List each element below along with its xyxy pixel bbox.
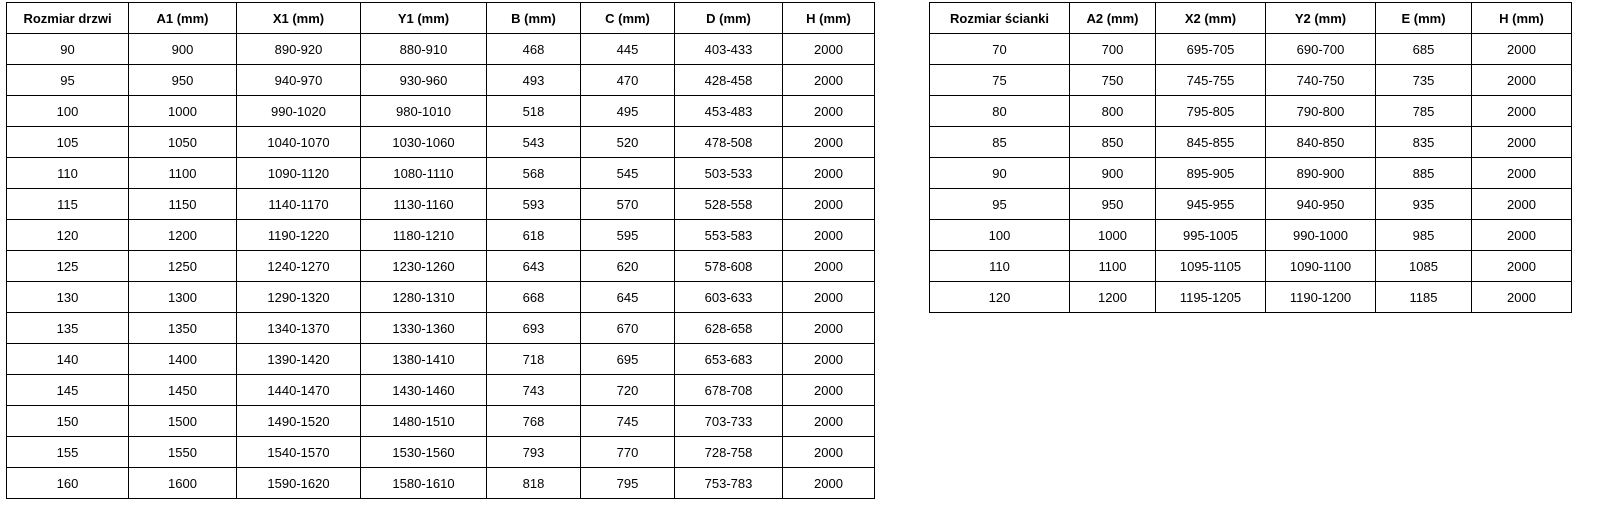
cell: 2000: [783, 189, 875, 220]
cell: 2000: [1472, 65, 1572, 96]
table-header-row: [7, 3, 875, 34]
cell: 718: [487, 344, 581, 375]
column-header-wall-size: Rozmiar ścianki: [930, 3, 1070, 34]
cell: 745-755: [1156, 65, 1266, 96]
cell: 653-683: [675, 344, 783, 375]
cell: 75: [930, 65, 1070, 96]
cell: 478-508: [675, 127, 783, 158]
cell: 845-855: [1156, 127, 1266, 158]
cell: 2000: [783, 313, 875, 344]
door-table-header: [7, 3, 875, 34]
cell: 618: [487, 220, 581, 251]
column-header-c: C (mm): [581, 3, 675, 34]
cell: 110: [7, 158, 129, 189]
wall-table-header: [930, 3, 1572, 34]
cell: 493: [487, 65, 581, 96]
cell: 145: [7, 375, 129, 406]
cell: 155: [7, 437, 129, 468]
cell: 428-458: [675, 65, 783, 96]
cell: 90: [7, 34, 129, 65]
cell: 120: [7, 220, 129, 251]
wall-table-body: [930, 34, 1572, 313]
table-row: [7, 282, 875, 313]
cell: 595: [581, 220, 675, 251]
cell: 818: [487, 468, 581, 499]
cell: 100: [930, 220, 1070, 251]
cell: 695-705: [1156, 34, 1266, 65]
cell: 700: [1070, 34, 1156, 65]
table-row: [7, 251, 875, 282]
cell: 880-910: [361, 34, 487, 65]
cell: 2000: [783, 127, 875, 158]
cell: 2000: [783, 468, 875, 499]
cell: 403-433: [675, 34, 783, 65]
table-row: [930, 96, 1572, 127]
door-dimensions-table: [6, 2, 875, 499]
cell: 503-533: [675, 158, 783, 189]
cell: 453-483: [675, 96, 783, 127]
cell: 553-583: [675, 220, 783, 251]
cell: 950: [1070, 189, 1156, 220]
cell: 740-750: [1266, 65, 1376, 96]
cell: 930-960: [361, 65, 487, 96]
cell: 678-708: [675, 375, 783, 406]
cell: 2000: [783, 158, 875, 189]
cell: 1195-1205: [1156, 282, 1266, 313]
cell: 140: [7, 344, 129, 375]
table-row: [7, 406, 875, 437]
cell: 770: [581, 437, 675, 468]
cell: 85: [930, 127, 1070, 158]
cell: 520: [581, 127, 675, 158]
table-row: [7, 375, 875, 406]
table-row: [930, 251, 1572, 282]
cell: 1150: [129, 189, 237, 220]
cell: 545: [581, 158, 675, 189]
cell: 643: [487, 251, 581, 282]
column-header-a2: A2 (mm): [1070, 3, 1156, 34]
cell: 1580-1610: [361, 468, 487, 499]
cell: 70: [930, 34, 1070, 65]
cell: 100: [7, 96, 129, 127]
cell: 1490-1520: [237, 406, 361, 437]
cell: 1450: [129, 375, 237, 406]
cell: 1600: [129, 468, 237, 499]
table-row: [7, 34, 875, 65]
cell: 1380-1410: [361, 344, 487, 375]
cell: 125: [7, 251, 129, 282]
cell: 1085: [1376, 251, 1472, 282]
column-header-y2: Y2 (mm): [1266, 3, 1376, 34]
cell: 160: [7, 468, 129, 499]
cell: 1140-1170: [237, 189, 361, 220]
cell: 1030-1060: [361, 127, 487, 158]
cell: 1190-1220: [237, 220, 361, 251]
cell: 1000: [1070, 220, 1156, 251]
cell: 2000: [783, 96, 875, 127]
cell: 1200: [129, 220, 237, 251]
cell: 2000: [1472, 96, 1572, 127]
cell: 800: [1070, 96, 1156, 127]
table-row: [930, 34, 1572, 65]
cell: 568: [487, 158, 581, 189]
cell: 543: [487, 127, 581, 158]
cell: 90: [930, 158, 1070, 189]
cell: 850: [1070, 127, 1156, 158]
column-header-d: D (mm): [675, 3, 783, 34]
table-row: [7, 96, 875, 127]
cell: 1430-1460: [361, 375, 487, 406]
cell: 950: [129, 65, 237, 96]
cell: 795: [581, 468, 675, 499]
cell: 1200: [1070, 282, 1156, 313]
cell: 980-1010: [361, 96, 487, 127]
cell: 895-905: [1156, 158, 1266, 189]
cell: 120: [930, 282, 1070, 313]
cell: 1340-1370: [237, 313, 361, 344]
cell: 990-1000: [1266, 220, 1376, 251]
cell: 685: [1376, 34, 1472, 65]
cell: 1190-1200: [1266, 282, 1376, 313]
cell: 690-700: [1266, 34, 1376, 65]
cell: 2000: [783, 344, 875, 375]
cell: 1095-1105: [1156, 251, 1266, 282]
table-row: [7, 468, 875, 499]
cell: 110: [930, 251, 1070, 282]
cell: 603-633: [675, 282, 783, 313]
cell: 2000: [783, 375, 875, 406]
table-row: [7, 437, 875, 468]
cell: 620: [581, 251, 675, 282]
cell: 2000: [783, 437, 875, 468]
cell: 1090-1100: [1266, 251, 1376, 282]
cell: 890-900: [1266, 158, 1376, 189]
cell: 1290-1320: [237, 282, 361, 313]
table-row: [930, 65, 1572, 96]
cell: 2000: [1472, 220, 1572, 251]
cell: 703-733: [675, 406, 783, 437]
cell: 2000: [1472, 189, 1572, 220]
table-row: [7, 344, 875, 375]
cell: 578-608: [675, 251, 783, 282]
cell: 628-658: [675, 313, 783, 344]
cell: 1480-1510: [361, 406, 487, 437]
cell: 793: [487, 437, 581, 468]
cell: 1550: [129, 437, 237, 468]
cell: 1090-1120: [237, 158, 361, 189]
column-header-e: E (mm): [1376, 3, 1472, 34]
column-header-a1: A1 (mm): [129, 3, 237, 34]
cell: 2000: [783, 282, 875, 313]
cell: 2000: [1472, 158, 1572, 189]
cell: 528-558: [675, 189, 783, 220]
cell: 1040-1070: [237, 127, 361, 158]
cell: 1250: [129, 251, 237, 282]
cell: 470: [581, 65, 675, 96]
cell: 790-800: [1266, 96, 1376, 127]
column-header-b: B (mm): [487, 3, 581, 34]
cell: 985: [1376, 220, 1472, 251]
cell: 130: [7, 282, 129, 313]
cell: 1240-1270: [237, 251, 361, 282]
cell: 115: [7, 189, 129, 220]
table-row: [930, 282, 1572, 313]
cell: 1590-1620: [237, 468, 361, 499]
cell: 1185: [1376, 282, 1472, 313]
cell: 935: [1376, 189, 1472, 220]
cell: 720: [581, 375, 675, 406]
cell: 693: [487, 313, 581, 344]
table-row: [7, 65, 875, 96]
column-header-x1: X1 (mm): [237, 3, 361, 34]
cell: 1540-1570: [237, 437, 361, 468]
cell: 728-758: [675, 437, 783, 468]
cell: 445: [581, 34, 675, 65]
cell: 945-955: [1156, 189, 1266, 220]
cell: 835: [1376, 127, 1472, 158]
cell: 670: [581, 313, 675, 344]
cell: 2000: [783, 406, 875, 437]
cell: 1390-1420: [237, 344, 361, 375]
cell: 668: [487, 282, 581, 313]
table-row: [930, 158, 1572, 189]
cell: 900: [129, 34, 237, 65]
cell: 2000: [783, 220, 875, 251]
cell: 2000: [1472, 282, 1572, 313]
cell: 750: [1070, 65, 1156, 96]
cell: 495: [581, 96, 675, 127]
cell: 95: [930, 189, 1070, 220]
table-row: [7, 158, 875, 189]
cell: 1100: [129, 158, 237, 189]
cell: 885: [1376, 158, 1472, 189]
table-header-row: [930, 3, 1572, 34]
table-row: [7, 313, 875, 344]
table-row: [7, 127, 875, 158]
cell: 1300: [129, 282, 237, 313]
table-row: [930, 189, 1572, 220]
cell: 95: [7, 65, 129, 96]
table-row: [7, 189, 875, 220]
cell: 785: [1376, 96, 1472, 127]
cell: 735: [1376, 65, 1472, 96]
cell: 940-970: [237, 65, 361, 96]
cell: 1000: [129, 96, 237, 127]
cell: 1530-1560: [361, 437, 487, 468]
column-header-h: H (mm): [783, 3, 875, 34]
table-row: [930, 220, 1572, 251]
cell: 1100: [1070, 251, 1156, 282]
column-header-door-size: Rozmiar drzwi: [7, 3, 129, 34]
cell: 1130-1160: [361, 189, 487, 220]
cell: 105: [7, 127, 129, 158]
cell: 2000: [1472, 251, 1572, 282]
wall-panel-dimensions-table: [929, 2, 1572, 313]
cell: 743: [487, 375, 581, 406]
column-header-y1: Y1 (mm): [361, 3, 487, 34]
cell: 768: [487, 406, 581, 437]
cell: 840-850: [1266, 127, 1376, 158]
column-header-x2: X2 (mm): [1156, 3, 1266, 34]
cell: 695: [581, 344, 675, 375]
cell: 2000: [1472, 127, 1572, 158]
cell: 900: [1070, 158, 1156, 189]
cell: 890-920: [237, 34, 361, 65]
cell: 1080-1110: [361, 158, 487, 189]
cell: 940-950: [1266, 189, 1376, 220]
cell: 518: [487, 96, 581, 127]
cell: 2000: [1472, 34, 1572, 65]
door-table-body: [7, 34, 875, 499]
cell: 2000: [783, 34, 875, 65]
cell: 1400: [129, 344, 237, 375]
table-row: [930, 127, 1572, 158]
cell: 645: [581, 282, 675, 313]
cell: 995-1005: [1156, 220, 1266, 251]
cell: 468: [487, 34, 581, 65]
column-header-h: H (mm): [1472, 3, 1572, 34]
cell: 570: [581, 189, 675, 220]
cell: 1350: [129, 313, 237, 344]
cell: 1180-1210: [361, 220, 487, 251]
cell: 80: [930, 96, 1070, 127]
cell: 150: [7, 406, 129, 437]
cell: 593: [487, 189, 581, 220]
cell: 753-783: [675, 468, 783, 499]
cell: 1280-1310: [361, 282, 487, 313]
cell: 2000: [783, 65, 875, 96]
cell: 745: [581, 406, 675, 437]
cell: 2000: [783, 251, 875, 282]
table-row: [7, 220, 875, 251]
cell: 1050: [129, 127, 237, 158]
cell: 1230-1260: [361, 251, 487, 282]
cell: 795-805: [1156, 96, 1266, 127]
cell: 135: [7, 313, 129, 344]
cell: 1440-1470: [237, 375, 361, 406]
cell: 990-1020: [237, 96, 361, 127]
cell: 1330-1360: [361, 313, 487, 344]
cell: 1500: [129, 406, 237, 437]
